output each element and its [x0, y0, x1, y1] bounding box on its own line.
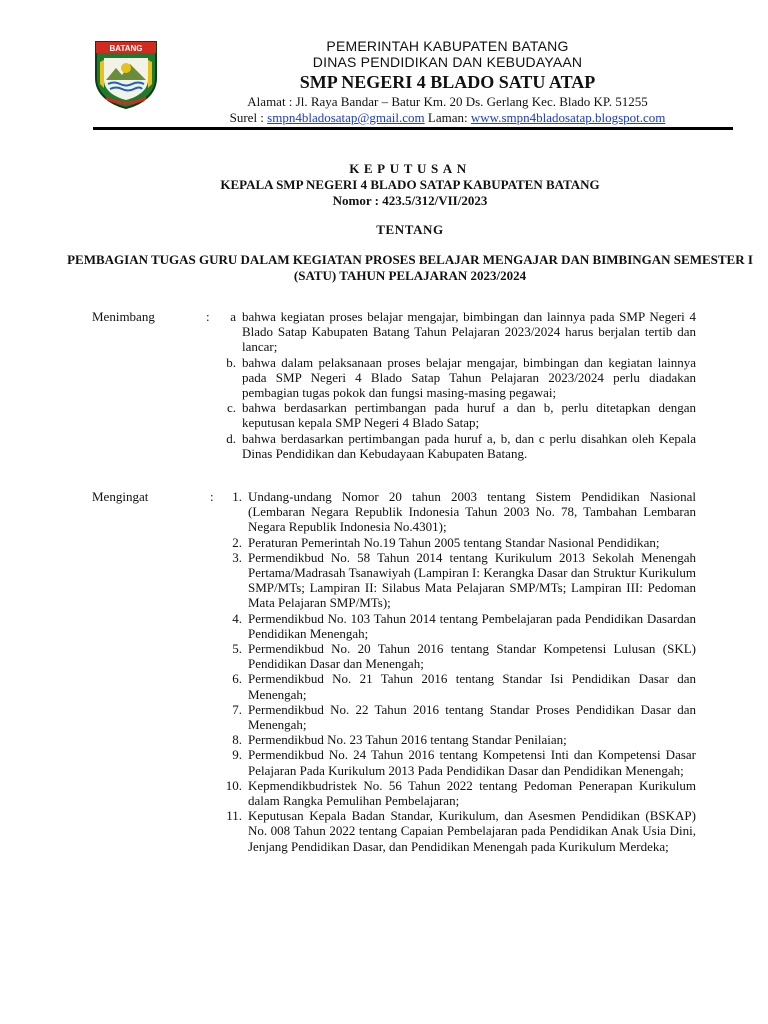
- website-link[interactable]: www.smpn4bladosatap.blogspot.com: [470, 110, 666, 125]
- item-text: Permendikbud No. 103 Tahun 2014 tentang Pembelajaran pada Pendidikan Dasardan Pendidikan Menengah;: [248, 610, 696, 641]
- item-marker: 6.: [232, 671, 242, 687]
- item-text: Kepmendikbudristek No. 56 Tahun 2022 tentang Pedoman Penerapan Kurikulum dalam Rangka Pemulihan Pembelajaran;: [248, 777, 696, 809]
- item-text: bahwa berdasarkan pertimbangan pada huruf a, b, dan c perlu disahkan oleh Kepala Dinas Pendidikan dan Kebudayaan Kabupaten Batang.: [242, 430, 696, 461]
- list-item: [92, 778, 696, 808]
- item-marker: a: [230, 309, 236, 324]
- decree-title-block: [60, 160, 760, 284]
- item-marker: 10.: [225, 777, 242, 793]
- list-item: [92, 489, 696, 535]
- menimbang-section: [92, 309, 696, 461]
- item-text: Peraturan Pemerintah No.19 Tahun 2005 tentang Standar Nasional Pendidikan;: [248, 534, 660, 550]
- decree-subject: PEMBAGIAN TUGAS GURU DALAM KEGIATAN PROSES BELAJAR MENGAJAR DAN BIMBINGAN SEMESTER I (SATU) TAHUN PELAJARAN 2023/2024: [67, 252, 753, 283]
- list-item: [92, 671, 696, 701]
- item-text: Permendikbud No. 23 Tahun 2016 tentang Standar Penilaian;: [248, 732, 567, 748]
- item-marker: 5.: [232, 641, 242, 657]
- item-text: bahwa berdasarkan pertimbangan pada huruf a dan b, perlu ditetapkan dengan keputusan kepala SMP Negeri 4 Blado Satap;: [242, 400, 696, 431]
- item-text: bahwa dalam pelaksanaan proses belajar mengajar, bimbingan dan kegiatan lainnya pada SMP Negeri 4 Blado Satap Tahun Pelajaran 2023/2024 perlu diadakan pembagian tugas pokok dan fungsi masing-masing pegawai;: [242, 354, 696, 401]
- list-item: [92, 309, 696, 355]
- decree-number: Nomor : 423.5/312/VII/2023: [332, 193, 488, 208]
- list-item: [92, 747, 696, 777]
- decree-heading: KEPUTUSAN: [349, 161, 471, 176]
- item-marker: 7.: [232, 701, 242, 717]
- item-text: Undang-undang Nomor 20 tahun 2003 tentang Sistem Pendidikan Nasional (Lembaran Negara Republik Indonesia Tahun 2003 No. 78, Tambahan Lembaran Negara Republik Indonesia No.4301);: [248, 489, 696, 535]
- list-item: [92, 355, 696, 401]
- list-item: [92, 535, 696, 550]
- section-label: Menimbang: [92, 309, 155, 324]
- list-item: [92, 732, 696, 747]
- batang-regency-emblem-icon: [92, 38, 160, 110]
- list-item: [92, 641, 696, 671]
- item-text: bahwa kegiatan proses belajar mengajar, bimbingan dan lainnya pada SMP Negeri 4 Blado Satap Kabupaten Batang Tahun Pelajaran 2023/2024 harus berjalan tertib dan lancar;: [242, 309, 696, 355]
- email-label: Surel :: [229, 110, 268, 125]
- list-item: [92, 400, 696, 430]
- letterhead-divider: [93, 127, 733, 130]
- contact-line: [170, 110, 725, 126]
- mengingat-section: [92, 489, 696, 854]
- item-marker: 9.: [232, 747, 242, 763]
- decree-issuer: KEPALA SMP NEGERI 4 BLADO SATAP KABUPATEN BATANG: [220, 177, 600, 192]
- emblem-label: BATANG: [109, 44, 143, 53]
- section-colon: :: [206, 309, 210, 324]
- item-text: Permendikbud No. 22 Tahun 2016 tentang Standar Proses Pendidikan Dasar dan Menengah;: [248, 701, 696, 733]
- item-text: Permendikbud No. 58 Tahun 2014 tentang Kurikulum 2013 Sekolah Menengah Pertama/Madrasah Tsanawiyah (Lampiran I: Kerangka Dasar dan Struktur Kurikulum SMP/MTs; Lampiran II: Silabus Mata Pelajaran SMP/MTs; Lampiran III: Pedoman Mata Pelajaran SMP/MTs);: [248, 549, 696, 611]
- item-marker: c.: [226, 400, 236, 416]
- section-label: Mengingat: [92, 489, 149, 504]
- government-name: PEMERINTAH KABUPATEN BATANG: [326, 38, 569, 54]
- website-label: Laman:: [424, 110, 471, 125]
- item-marker: 3.: [232, 549, 242, 565]
- list-item: [92, 550, 696, 611]
- school-name: SMP NEGERI 4 BLADO SATU ATAP: [299, 72, 596, 92]
- item-marker: 1.: [232, 489, 242, 504]
- list-item: [92, 611, 696, 641]
- item-text: Permendikbud No. 21 Tahun 2016 tentang Standar Isi Pendidikan Dasar dan Menengah;: [248, 671, 696, 702]
- list-item: [92, 431, 696, 461]
- list-item: [92, 702, 696, 732]
- item-marker: 11.: [226, 808, 242, 824]
- item-text: Permendikbud No. 24 Tahun 2016 tentang Kompetensi Inti dan Kompetensi Dasar Pelajaran Pada Kurikulum 2013 Pada Pendidikan Dasar dan Pendidikan Menengah;: [248, 747, 696, 778]
- school-address: Alamat : Jl. Raya Bandar – Batur Km. 20 Ds. Gerlang Kec. Blado KP. 51255: [247, 94, 648, 109]
- department-name: DINAS PENDIDIKAN DAN KEBUDAYAAN: [312, 54, 583, 70]
- item-marker: 8.: [232, 732, 242, 748]
- item-marker: 2.: [232, 534, 242, 550]
- list-item: [92, 808, 696, 854]
- item-text: Keputusan Kepala Badan Standar, Kurikulum, dan Asesmen Pendidikan (BSKAP) No. 008 Tahun 2022 tentang Capaian Pembelajaran pada Pendidikan Anak Usia Dini, Jenjang Pendidikan Dasar, dan Pendidikan Menengah pada Kurikulum Merdeka;: [248, 808, 696, 854]
- item-text: Permendikbud No. 20 Tahun 2016 tentang Standar Kompetensi Lulusan (SKL) Pendidikan Dasar dan Menengah;: [248, 641, 696, 672]
- item-marker: b.: [226, 354, 236, 370]
- tentang-heading: TENTANG: [376, 222, 444, 237]
- email-link[interactable]: smpn4bladosatap@gmail.com: [267, 110, 425, 125]
- item-marker: d.: [226, 430, 236, 446]
- section-colon: :: [210, 489, 214, 504]
- letterhead-text: [170, 38, 725, 126]
- item-marker: 4.: [232, 610, 242, 626]
- letterhead: [0, 0, 768, 140]
